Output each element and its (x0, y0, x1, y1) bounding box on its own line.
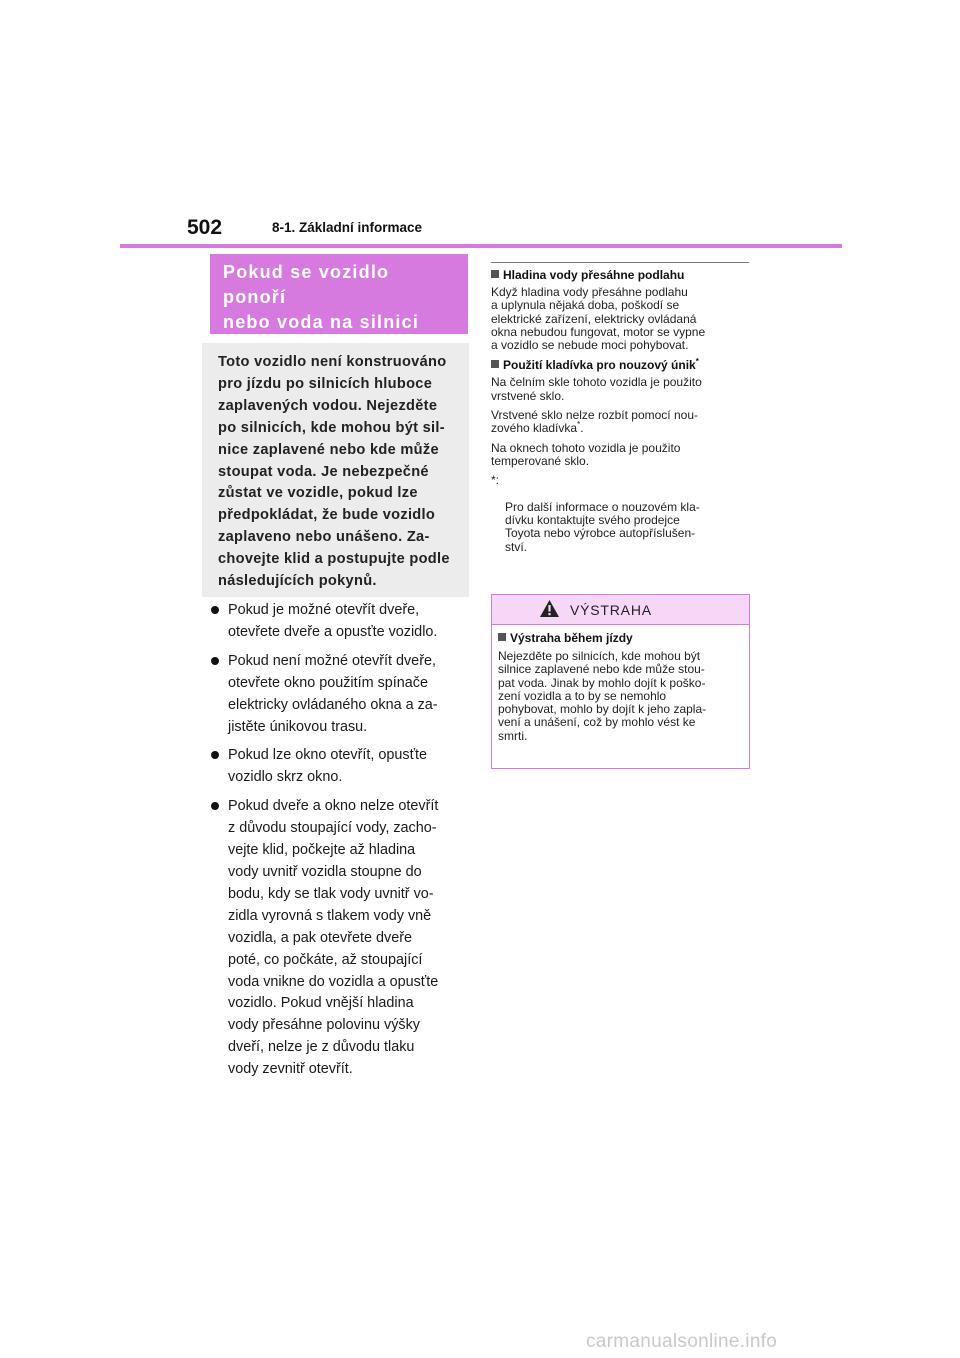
section-heading-text: Použití kladívka pro nouzový únik (503, 358, 696, 373)
section-heading-text: Hladina vody přesáhne podlahu (503, 268, 685, 282)
list-item (210, 796, 470, 1081)
section-paragraph: Na čelním skle tohoto vozidla je použito vrstvené sklo. (491, 375, 702, 403)
warning-header (492, 595, 749, 625)
footnote (491, 474, 749, 554)
watermark: carmanualsonline.info (586, 1331, 778, 1352)
paragraph-text-end: . (580, 421, 584, 436)
footnote-marker: * (695, 357, 699, 367)
square-bullet-icon (491, 360, 499, 368)
warning-body (492, 625, 749, 743)
list-item-text: Pokud lze okno otevřít, opusťte vozidlo skrz okno. (228, 747, 427, 786)
section-paragraph (491, 409, 749, 436)
paragraph-text: Vrstvené sklo nelze rozbít pomocí nou- zového kladívka (491, 408, 698, 436)
warning-text: Nejezděte po silnicích, kde mohou být silnice zaplavené nebo kde může stou- pat voda. Jinak by mohlo dojít k poško- zení vozidla a to by se nemohlo pohybovat, mohlo by dojít k jeho zapla- vení a unášení, což by mohlo vést ke smrti. (498, 649, 707, 743)
bullet-icon (211, 751, 219, 759)
warning-subheading (498, 631, 743, 646)
list-item-text: Pokud dveře a okno nelze otevřít z důvodu stoupající vody, zacho- vejte klid, počkejte až hladina vody uvnitř vozidla stoupne do bodu, kdy se tlak vody uvnitř vo- zidla vyrovná s tlakem vody vně vozidla, a pak otevřete dveře poté, co počkáte, až stoupající voda vnikne do vozidla a opusťte vozidlo. Pokud vnější hladina vody přesáhne polovinu výšky dveří, nelze je z důvodu tlaku vody zevnitř otevřít. (228, 798, 439, 1078)
topic-title: Pokud se vozidlo ponoří nebo voda na silnici (223, 262, 420, 332)
list-item (210, 600, 470, 644)
warning-box (491, 594, 750, 769)
column-divider (491, 262, 749, 263)
bullet-icon (211, 657, 219, 665)
section-paragraph: Na oknech tohoto vozidla je použito temperované sklo. (491, 440, 681, 468)
square-bullet-icon (498, 633, 506, 641)
section-heading (491, 268, 749, 283)
section-heading (491, 358, 749, 373)
header-divider (120, 244, 842, 248)
list-item-text: Pokud není možné otevřít dveře, otevřete okno použitím spínače elektricky ovládaného okna a za- jistěte únikovou trasu. (228, 652, 438, 735)
intro-text: Toto vozidlo není konstruováno pro jízdu po silnicích hluboce zaplavených vodou. Nejezděte po silnicích, kde mohou být sil- nice zaplavené nebo kde může stoupat voda. Je nebezpečné zůstat ve vozidle, pokud lze předpokládat, že bude vozidlo zaplaveno nebo unášeno. Za- chovejte klid a postupujte podle následujících pokynů. (218, 354, 450, 590)
section-paragraph: Když hladina vody přesáhne podlahu a uplynula nějaká doba, poškodí se elektrické zařízení, elektricky ovládaná okna nebudou fungovat, motor se vypne a vozidlo se nebude moci pohybovat. (491, 285, 706, 353)
warning-triangle-icon (539, 599, 560, 618)
right-column (491, 262, 749, 554)
topic-title-box (210, 254, 468, 334)
list-item (210, 745, 470, 789)
bullet-icon (211, 606, 219, 614)
list-item (210, 651, 470, 739)
bullet-icon (211, 802, 219, 810)
square-bullet-icon (491, 270, 499, 278)
section-title: 8-1. Základní informace (272, 220, 423, 235)
footnote-text: Pro další informace o nouzovém kla- dívku kontaktujte svého prodejce Toyota nebo výrobce autopříslušen- ství. (505, 499, 700, 554)
warning-title: VÝSTRAHA (570, 602, 652, 618)
list-item-text: Pokud je možné otevřít dveře, otevřete dveře a opusťte vozidlo. (228, 602, 438, 640)
bullet-list (210, 600, 470, 1088)
footnote-mark: *: (491, 473, 500, 488)
footnote-marker: * (577, 420, 581, 430)
intro-box (202, 343, 469, 597)
warning-subheading-text: Výstraha během jízdy (510, 631, 633, 645)
page-number: 502 (187, 216, 223, 239)
